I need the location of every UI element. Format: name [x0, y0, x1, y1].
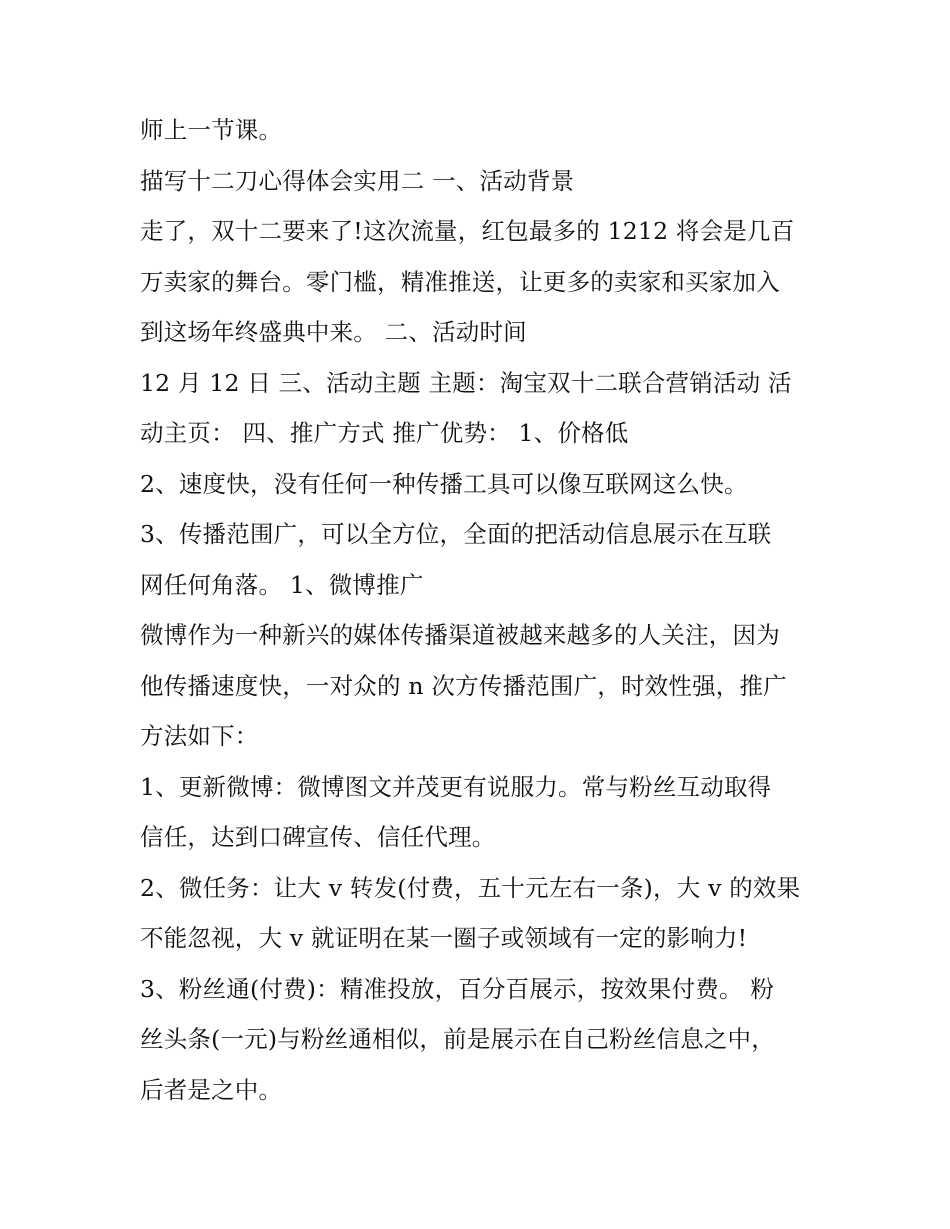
- text-line: 描写十二刀心得体会实用二 一、活动背景: [140, 166, 575, 195]
- text-line: 3、传播范围广，可以全方位，全面的把活动信息展示在互联: [140, 520, 772, 548]
- text-line: 2、微任务：让大 v 转发(付费，五十元左右一条)，大 v 的效果: [140, 873, 801, 902]
- text-line: 到这场年终盛典中来。 二、活动时间: [140, 318, 527, 346]
- text-line: 不能忽视，大 v 就证明在某一圈子或领域有一定的影响力!: [140, 924, 748, 952]
- text-line: 丝头条(一元)与粉丝通相似，前是展示在自己粉丝信息之中，: [140, 1025, 775, 1053]
- text-line: 微博作为一种新兴的媒体传播渠道被越来越多的人关注，因为: [140, 621, 780, 649]
- text-line: 网任何角落。 1、微博推广: [140, 570, 424, 599]
- text-line: 12 月 12 日 三、活动主题 主题：淘宝双十二联合营销活动 活: [140, 368, 792, 397]
- text-line: 走了，双十二要来了!这次流量，红包最多的 1212 将会是几百: [140, 217, 795, 245]
- text-line: 2、速度快，没有任何一种传播工具可以像互联网这么快。: [140, 469, 748, 498]
- text-line: 动主页： 四、推广方式 推广优势： 1、价格低: [140, 419, 629, 447]
- text-line: 方法如下：: [140, 722, 259, 750]
- text-line: 师上一节课。: [140, 116, 283, 144]
- text-line: 他传播速度快，一对众的 n 次方传播范围广，时效性强，推广: [140, 671, 787, 700]
- text-line: 3、粉丝通(付费)：精准投放，百分百展示，按效果付费。 粉: [140, 974, 775, 1003]
- text-line: 后者是之中。: [140, 1075, 283, 1104]
- text-line: 1、更新微博：微博图文并茂更有说服力。常与粉丝互动取得: [140, 772, 772, 801]
- text-line: 万卖家的舞台。零门槛，精准推送，让更多的卖家和买家加入: [140, 267, 780, 296]
- text-line: 信任，达到口碑宣传、信任代理。: [140, 823, 496, 851]
- document-body: [140, 105, 830, 1115]
